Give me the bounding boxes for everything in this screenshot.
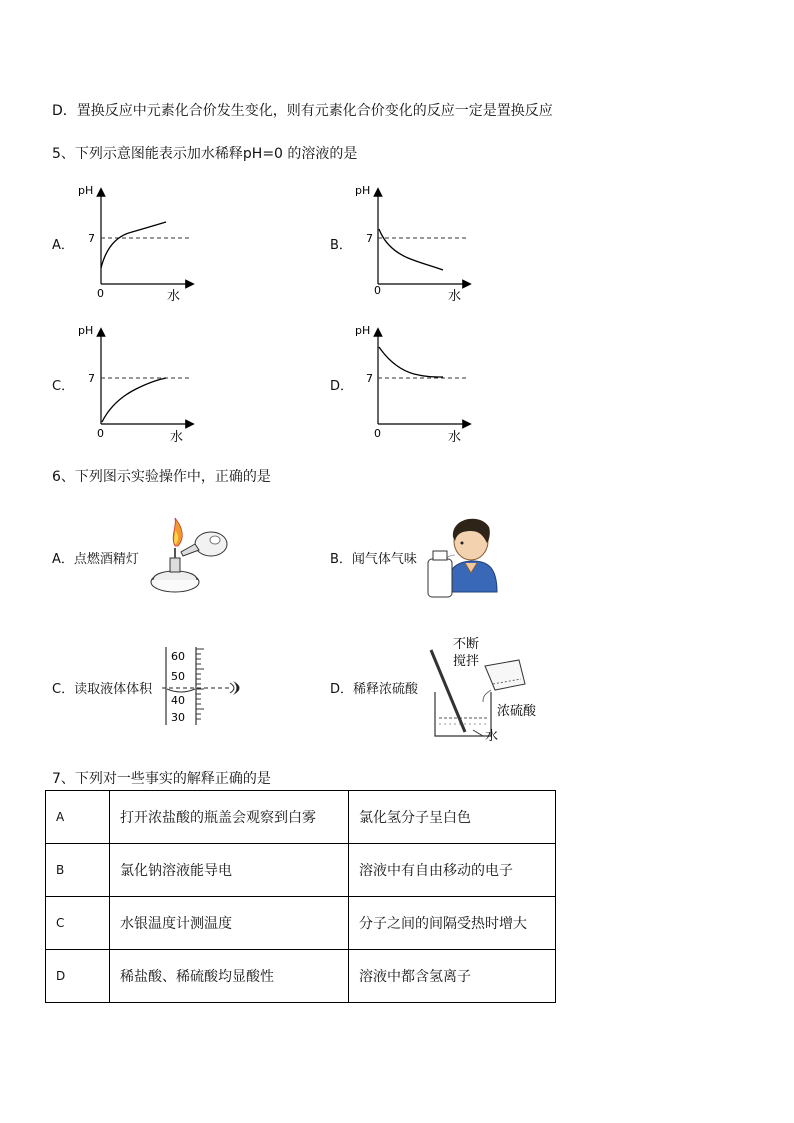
scale-label-40: 40 xyxy=(171,694,185,707)
label-acid: 浓硫酸 xyxy=(497,704,537,719)
graduated-cylinder-icon xyxy=(160,645,255,727)
label-stir-1: 不断 xyxy=(453,637,480,652)
x-label: 水 xyxy=(448,430,462,445)
q5-graph-a xyxy=(70,180,200,305)
q5-stem: 5、下列示意图能表示加水稀释pH=0 的溶液的是 xyxy=(52,146,358,162)
q7-stem: 7、下列对一些事实的解释正确的是 xyxy=(52,771,271,787)
q6-option-d-label: D．稀释浓硫酸 xyxy=(330,682,419,697)
table-row xyxy=(46,844,556,897)
scale-label-60: 60 xyxy=(171,650,185,663)
curve xyxy=(102,378,166,422)
table-row xyxy=(46,950,556,1003)
facts-table xyxy=(45,790,556,1003)
explanation-cell: 溶液中都含氢离子 xyxy=(349,950,556,1003)
curve xyxy=(379,229,443,270)
ref-label: 7 xyxy=(366,372,373,385)
x-label: 水 xyxy=(170,430,184,445)
scale-label-50: 50 xyxy=(171,670,185,683)
y-label: pH xyxy=(355,324,371,337)
row-label: B xyxy=(46,844,110,897)
row-label: C xyxy=(46,897,110,950)
q5-option-c-label: C． xyxy=(52,379,75,394)
y-label: pH xyxy=(78,324,94,337)
q4-option-d: D．置换反应中元素化合价发生变化，则有元素化合价变化的反应一定是置换反应 xyxy=(52,103,553,119)
q6-option-a-label: A．点燃酒精灯 xyxy=(52,552,139,567)
label-stir-2: 搅拌 xyxy=(453,654,480,669)
q6-option-b-label: B．闻气体气味 xyxy=(330,552,417,567)
label-water: 水 xyxy=(485,729,499,744)
table-row xyxy=(46,791,556,844)
q5-graph-c xyxy=(70,320,200,445)
row-label: A xyxy=(46,791,110,844)
ref-label: 7 xyxy=(88,232,95,245)
q6-stem: 6、下列图示实验操作中，正确的是 xyxy=(52,469,271,485)
ref-label: 7 xyxy=(366,232,373,245)
q5-option-b-label: B． xyxy=(330,238,352,253)
x-label: 水 xyxy=(448,289,462,304)
q6-option-c-label: C．读取液体体积 xyxy=(52,682,153,697)
q5-graph-d xyxy=(350,320,480,445)
y-label: pH xyxy=(78,184,94,197)
explanation-cell: 氯化氢分子呈白色 xyxy=(349,791,556,844)
scale-label-30: 30 xyxy=(171,711,185,724)
smelling-gas-icon xyxy=(425,507,500,602)
origin-label: 0 xyxy=(97,427,104,440)
origin-label: 0 xyxy=(374,284,381,297)
y-label: pH xyxy=(355,184,371,197)
dilute-acid-icon xyxy=(425,632,545,744)
q5-option-d-label: D． xyxy=(330,379,354,394)
curve xyxy=(101,222,166,268)
table-row xyxy=(46,897,556,950)
row-label: D xyxy=(46,950,110,1003)
fact-cell: 氯化钠溶液能导电 xyxy=(110,844,349,897)
ref-label: 7 xyxy=(88,372,95,385)
explanation-cell: 溶液中有自由移动的电子 xyxy=(349,844,556,897)
q5-option-a-label: A． xyxy=(52,238,74,253)
fact-cell: 水银温度计测温度 xyxy=(110,897,349,950)
explanation-cell: 分子之间的间隔受热时增大 xyxy=(349,897,556,950)
x-label: 水 xyxy=(167,289,181,304)
q5-graph-b xyxy=(350,180,480,305)
fact-cell: 稀盐酸、稀硫酸均显酸性 xyxy=(110,950,349,1003)
origin-label: 0 xyxy=(97,287,104,300)
curve xyxy=(379,347,443,377)
origin-label: 0 xyxy=(374,427,381,440)
alcohol-lamp-lighting-icon xyxy=(145,510,235,602)
fact-cell: 打开浓盐酸的瓶盖会观察到白雾 xyxy=(110,791,349,844)
